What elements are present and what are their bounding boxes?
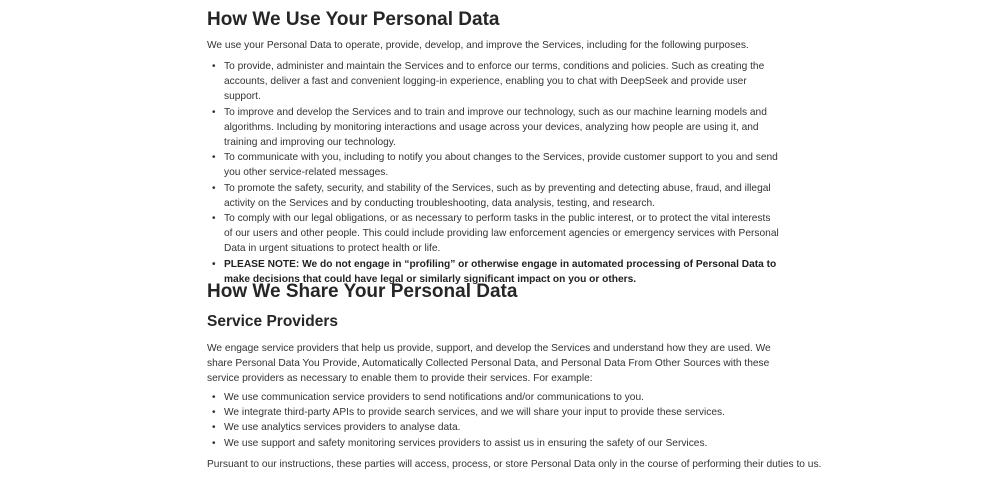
list-item [212,150,779,180]
bullet-icon: • [212,213,216,225]
list-item-text: PLEASE NOTE: We do not engage in “profiling” or otherwise engage in automated processing of Personal Data to make decisions that could have legal or similarly significant impact on you or others. [224,258,777,285]
section-heading-share: How We Share Your Personal Data [207,281,518,302]
list-item [212,420,779,435]
bullet-icon: • [212,61,216,72]
bullet-icon: • [212,407,216,419]
section-intro-use: We use your Personal Data to operate, provide, develop, and improve the Services, including for the following purposes. [207,40,749,51]
list-item-text: We integrate third-party APIs to provide search services, and we will share your input to provide these services. [224,407,725,419]
list-item-text: To improve and develop the Services and to train and improve our technology, such as our machine learning models and algorithms. Including by monitoring interactions and usage across your devices, analyzing how people are using it, and training and improving our technology. [224,106,767,149]
list-item-text: To provide, administer and maintain the Services and to enforce our terms, conditions and policies. Such as creating the accounts, deliver a fast and convenient logging-in experience, enabling you to chat with DeepSeek and provide user support. [224,61,765,103]
use-purposes-list [207,59,779,287]
list-item-text: We use communication service providers to send notifications and/or communications to you. [224,392,644,403]
bullet-icon: • [212,106,216,118]
list-item [212,436,779,451]
bullet-icon: • [212,392,216,403]
list-item [212,105,779,151]
bullet-icon: • [212,152,216,164]
list-item-text: We use analytics services providers to analyse data. [224,422,461,434]
list-item-text: To comply with our legal obligations, or as necessary to perform tasks in the public interest, or to protect the vital interests of our users and other people. This could include providing law enforcement agencies or emergency services with Personal Data in urgent situations to protect health or life. [224,213,779,255]
service-providers-list [207,390,779,451]
list-item-text: We use support and safety monitoring services providers to assist us in ensuring the safety of our Services. [224,437,708,449]
section-heading-use: How We Use Your Personal Data [207,9,500,30]
service-providers-outro: Pursuant to our instructions, these parties will access, process, or store Personal Data only in the course of performing their duties to us. [207,459,822,470]
subsection-heading-service-providers: Service Providers [207,313,338,330]
bullet-icon: • [212,182,216,194]
service-providers-intro: We engage service providers that help us provide, support, and develop the Services and understand how they are used. We share Personal Data You Provide, Automatically Collected Personal Data, and Personal Data From Other Sources with these service providers as necessary to enable them to provide their services. For example: [207,343,771,385]
list-item [212,405,779,420]
list-item [212,59,779,105]
bullet-icon: • [212,437,216,449]
list-item [212,390,779,405]
list-item [212,211,779,257]
list-item-text: To communicate with you, including to notify you about changes to the Services, provide customer support to you and send you other service-related messages. [224,152,778,179]
list-item-text: To promote the safety, security, and stability of the Services, such as by preventing and detecting abuse, fraud, and illegal activity on the Services and by conducting troubleshooting, data analysis, testing, and research. [224,182,771,209]
list-item [212,181,779,211]
bullet-icon: • [212,422,216,434]
bullet-icon: • [212,258,216,270]
